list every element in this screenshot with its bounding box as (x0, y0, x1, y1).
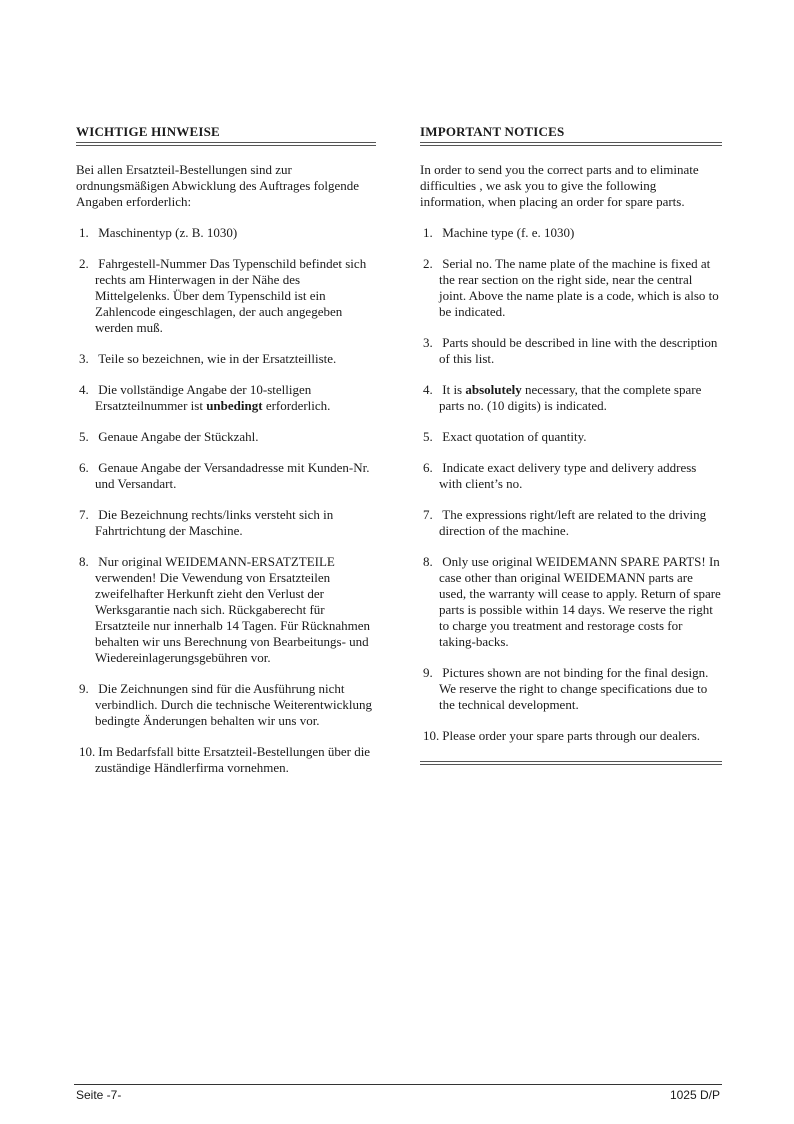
section-heading: IMPORTANT NOTICES (420, 124, 565, 139)
notice-item (420, 335, 722, 367)
item-text: Serial no. The name plate of the machine is fixed at the rear section on the right side, near the central joint. Above the name plate is a code, which is also to be indicated. (439, 256, 719, 319)
notice-item (76, 225, 376, 241)
item-number: 7. (423, 507, 433, 522)
item-text: Only use original WEIDEMANN SPARE PARTS! In case other than original WEIDEMANN parts are used, the warranty will cease to apply. Return of spare parts is possible within 14 days. We reserve the right to charge you treatment and restorage costs for taking-backs. (439, 554, 721, 649)
notice-item (420, 256, 722, 320)
item-number: 4. (423, 382, 433, 397)
item-text: Die vollständige Angabe der 10-stelligen Ersatzteilnummer ist unbedingt erforderlich. (95, 382, 331, 413)
notice-item (420, 429, 722, 445)
item-number: 1. (423, 225, 433, 240)
notice-item (420, 507, 722, 539)
item-text: Machine type (f. e. 1030) (442, 225, 575, 240)
item-number: 9. (79, 681, 89, 696)
notice-item (76, 256, 376, 336)
end-rule (420, 761, 722, 765)
item-text: Genaue Angabe der Stückzahl. (98, 429, 259, 444)
item-number: 5. (79, 429, 89, 444)
item-number: 4. (79, 382, 89, 397)
item-text: Fahrgestell-Nummer Das Typenschild befindet sich rechts am Hinterwagen in der Nähe des Mittelgelenks. Über dem Typenschild ist ein Zahlencode eingeschlagen, der auch angegeben werden muß. (95, 256, 367, 335)
notice-item (76, 554, 376, 666)
item-text: Die Bezeichnung rechts/links versteht sich in Fahrtrichtung der Maschine. (95, 507, 334, 538)
english-column (420, 124, 722, 765)
intro-paragraph: In order to send you the correct parts and to eliminate difficulties , we ask you to give the following information, when placing an order for spare parts. (420, 162, 699, 209)
notice-item (420, 554, 722, 650)
item-text: It is absolutely necessary, that the complete spare parts no. (10 digits) is indicated. (439, 382, 702, 413)
document-code: 1025 D/P (669, 1088, 720, 1102)
intro-paragraph: Bei allen Ersatzteil-Bestellungen sind zur ordnungsmäßigen Abwicklung des Auftrages folgende Angaben erforderlich: (76, 162, 360, 209)
notice-item (420, 665, 722, 713)
section-heading: WICHTIGE HINWEISE (76, 124, 220, 139)
notice-item (76, 429, 376, 445)
item-text: Maschinentyp (z. B. 1030) (98, 225, 238, 240)
item-number: 7. (79, 507, 89, 522)
item-number: 3. (79, 351, 89, 366)
item-number: 5. (423, 429, 433, 444)
item-text: Nur original WEIDEMANN-ERSATZTEILE verwenden! Die Vewendung von Ersatzteilen zweifelhafter Herkunft zieht den Verlust der Werksgarantie nach sich. Rückgaberecht für Ersatzteile nur innerhalb 14 Tagen. Für Rücknahmen behalten wir uns Berechnung von Bearbeitungs- und Wiedereinlagerungsgebühren vor. (95, 554, 371, 665)
page-number: Seite -7- (76, 1088, 122, 1102)
item-text: Die Zeichnungen sind für die Ausführung nicht verbindlich. Durch die technische Weiterentwicklung bedingte Änderungen behalten wir uns vor. (95, 681, 373, 728)
heading-rule (76, 142, 376, 146)
item-text: Exact quotation of quantity. (442, 429, 587, 444)
notice-item (76, 681, 376, 729)
item-text: Genaue Angabe der Versandadresse mit Kunden-Nr. und Versandart. (95, 460, 370, 491)
notice-item (76, 382, 376, 414)
item-number: 6. (79, 460, 89, 475)
item-text: Please order your spare parts through our dealers. (442, 728, 700, 743)
notice-item (420, 382, 722, 414)
item-text: Indicate exact delivery type and delivery address with client’s no. (439, 460, 697, 491)
item-number: 10. (79, 744, 96, 759)
item-text: Im Bedarfsfall bitte Ersatzteil-Bestellungen über die zuständige Händlerfirma vornehmen. (95, 744, 371, 775)
item-number: 8. (79, 554, 89, 569)
item-number: 8. (423, 554, 433, 569)
item-text: Teile so bezeichnen, wie in der Ersatzteilliste. (98, 351, 337, 366)
footer-rule (74, 1084, 722, 1085)
notice-item (76, 351, 376, 367)
item-number: 1. (79, 225, 89, 240)
item-text: The expressions right/left are related to the driving direction of the machine. (439, 507, 707, 538)
item-text: Pictures shown are not binding for the final design. We reserve the right to change specifications due to the technical development. (439, 665, 709, 712)
emphasis-text: absolutely (465, 382, 522, 397)
item-number: 3. (423, 335, 433, 350)
notice-item (420, 225, 722, 241)
item-number: 9. (423, 665, 433, 680)
item-number: 2. (423, 256, 433, 271)
item-number: 6. (423, 460, 433, 475)
item-number: 10. (423, 728, 440, 743)
german-column (76, 124, 376, 776)
notice-item (76, 460, 376, 492)
item-text: Parts should be described in line with the description of this list. (439, 335, 718, 366)
notice-item (420, 460, 722, 492)
notice-item (76, 744, 376, 776)
heading-rule (420, 142, 722, 146)
notice-item (420, 728, 722, 744)
emphasis-text: unbedingt (206, 398, 263, 413)
notice-item (76, 507, 376, 539)
item-number: 2. (79, 256, 89, 271)
